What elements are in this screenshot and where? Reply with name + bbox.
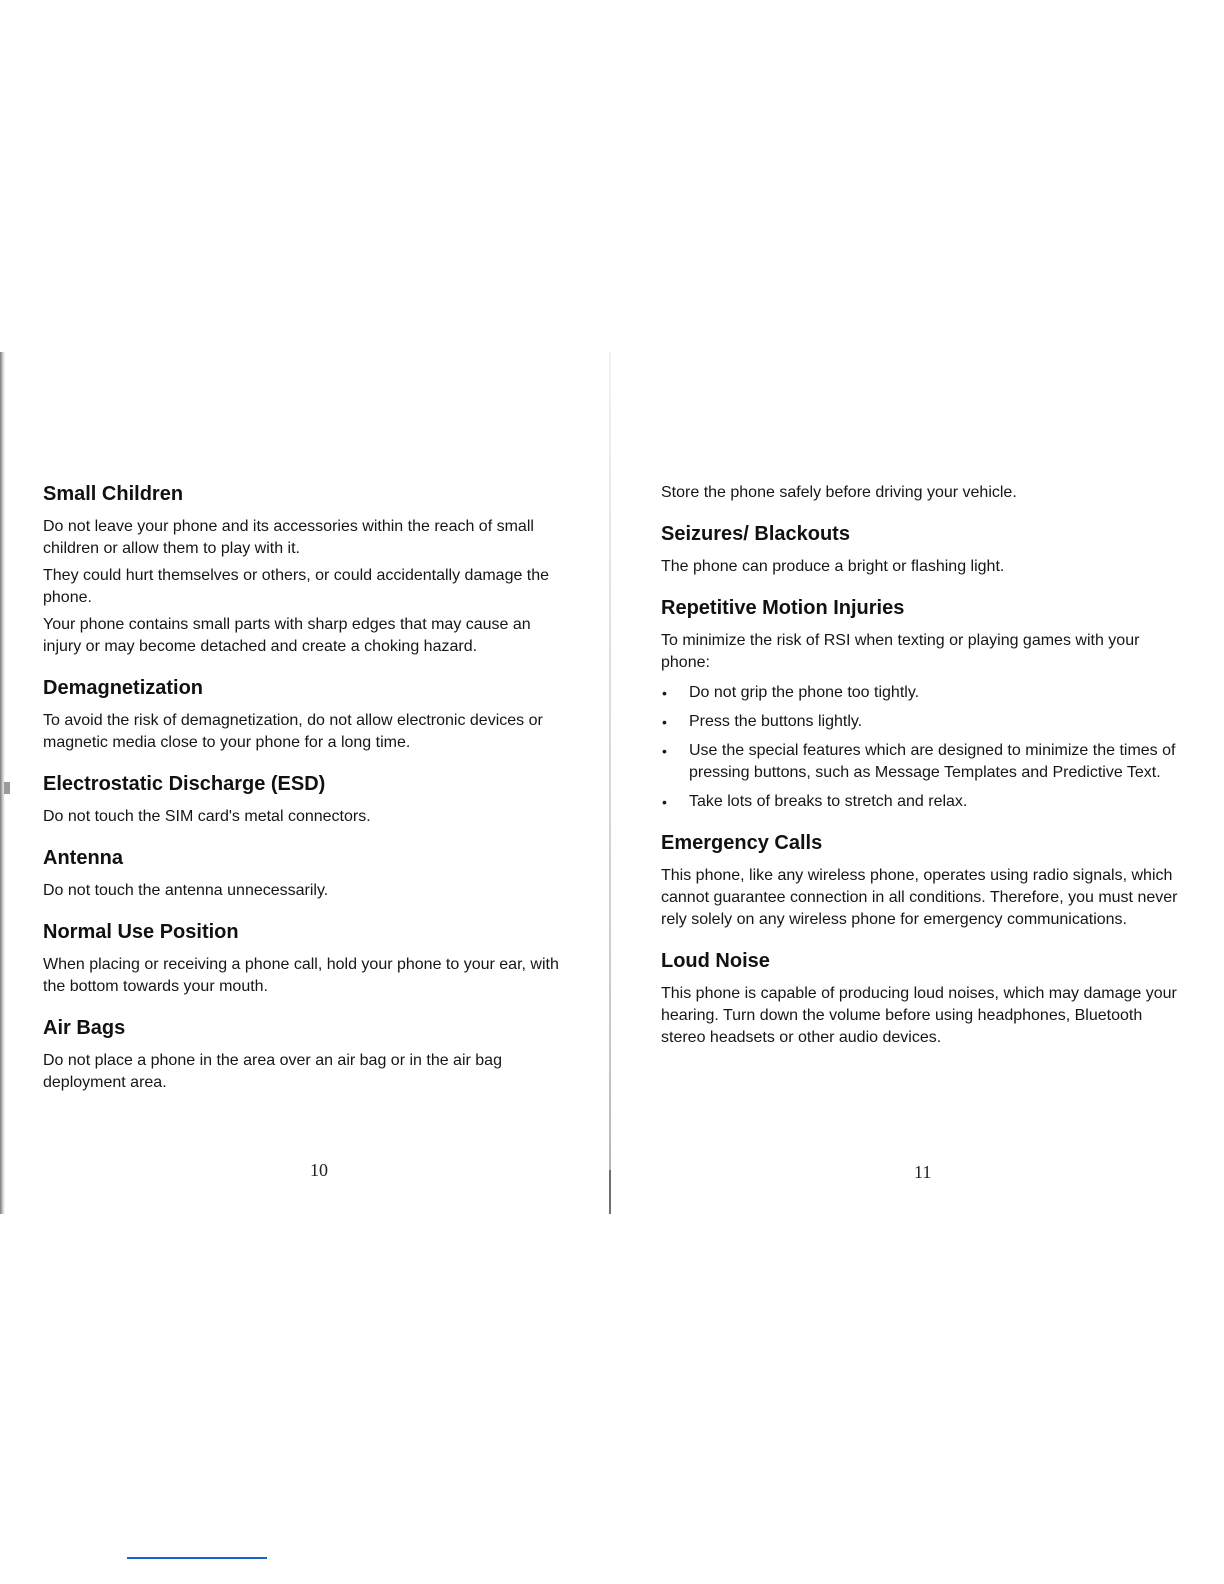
paragraph: The phone can produce a bright or flashing light. [661, 558, 1005, 575]
heading-seizures: Seizures/ Blackouts [661, 523, 850, 545]
bullet-icon: • [662, 714, 667, 730]
bullet-icon: • [662, 794, 667, 810]
section-rsi [661, 596, 1181, 813]
left-page [43, 482, 573, 1112]
section-normal-use-position [43, 920, 573, 998]
right-page [661, 482, 1181, 1067]
list-item [661, 791, 1181, 813]
paragraph: Do not leave your phone and its accessories within the reach of small children or allow them to play with it. [43, 518, 534, 557]
paragraph: To avoid the risk of demagnetization, do not allow electronic devices or magnetic media close to your phone for a long time. [43, 712, 543, 751]
intro-paragraph: Store the phone safely before driving your vehicle. [661, 484, 1017, 501]
paragraph: Do not touch the SIM card's metal connectors. [43, 808, 371, 825]
list-item-text: Use the special features which are designed to minimize the times of pressing buttons, such as Message Templates and Predictive Text. [689, 742, 1176, 781]
section-seizures [661, 522, 1181, 578]
paragraph: Do not place a phone in the area over an air bag or in the air bag deployment area. [43, 1052, 502, 1091]
heading-air-bags: Air Bags [43, 1017, 126, 1039]
heading-antenna: Antenna [43, 847, 123, 869]
rsi-bullet-list [661, 682, 1181, 813]
paragraph: When placing or receiving a phone call, hold your phone to your ear, with the bottom towards your mouth. [43, 956, 559, 995]
heading-esd: Electrostatic Discharge (ESD) [43, 773, 326, 795]
list-item-text: Take lots of breaks to stretch and relax. [689, 793, 968, 810]
paragraph: This phone is capable of producing loud noises, which may damage your hearing. Turn down the volume before using headphones, Bluetooth stereo headsets or other audio devices. [661, 985, 1177, 1046]
page-number-right: 11 [914, 1162, 932, 1182]
section-emergency-calls [661, 831, 1181, 931]
bullet-icon: • [662, 685, 667, 701]
scan-edge-mark [4, 782, 10, 794]
paragraph: Your phone contains small parts with sharp edges that may cause an injury or may become detached and create a choking hazard. [43, 616, 531, 655]
section-antenna [43, 846, 573, 902]
section-loud-noise [661, 949, 1181, 1049]
list-item [661, 740, 1181, 784]
section-demagnetization [43, 676, 573, 754]
bullet-icon: • [662, 743, 667, 759]
book-fold [609, 352, 611, 1214]
list-item [661, 682, 1181, 704]
heading-emergency-calls: Emergency Calls [661, 832, 823, 854]
list-item-text: Do not grip the phone too tightly. [689, 684, 920, 701]
book-fold-shadow [609, 1170, 611, 1214]
paragraph: To minimize the risk of RSI when texting or playing games with your phone: [661, 632, 1140, 671]
heading-rsi: Repetitive Motion Injuries [661, 597, 905, 619]
list-item [661, 711, 1181, 733]
paragraph: This phone, like any wireless phone, operates using radio signals, which cannot guarantee connection in all conditions. Therefore, you must never rely solely on any wireless phone for emergency communications. [661, 867, 1178, 928]
heading-normal-use-position: Normal Use Position [43, 921, 239, 943]
section-small-children [43, 482, 573, 658]
blue-underline-mark [127, 1557, 267, 1559]
list-item-text: Press the buttons lightly. [689, 713, 863, 730]
page-number-left: 10 [310, 1160, 328, 1180]
paragraph: Do not touch the antenna unnecessarily. [43, 882, 329, 899]
heading-loud-noise: Loud Noise [661, 950, 770, 972]
paragraph: They could hurt themselves or others, or could accidentally damage the phone. [43, 567, 550, 606]
heading-demagnetization: Demagnetization [43, 677, 204, 699]
section-esd [43, 772, 573, 828]
section-air-bags [43, 1016, 573, 1094]
heading-small-children: Small Children [43, 483, 184, 505]
